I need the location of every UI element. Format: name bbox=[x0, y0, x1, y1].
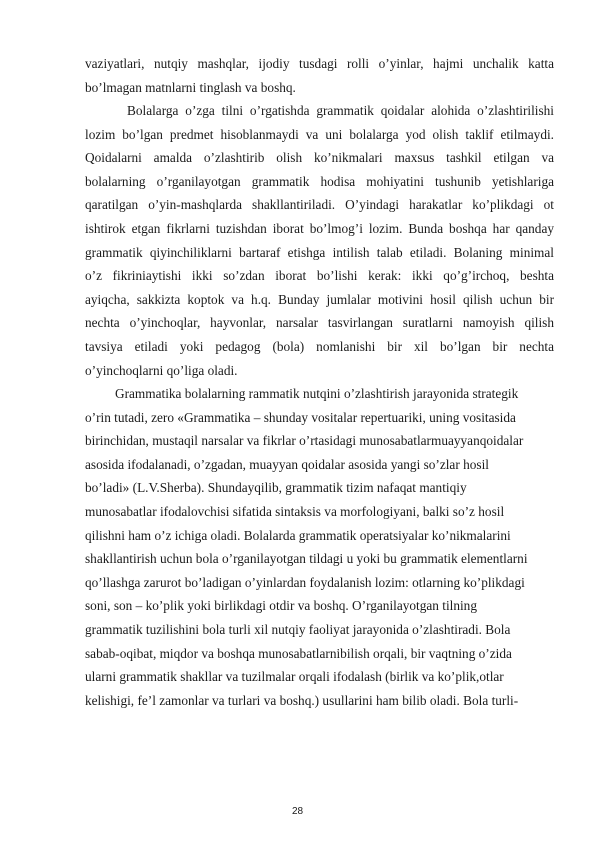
text-line: bo’ladi» (L.V.Sherba). Shundayqilib, grammatik tizim nafaqat mantiqiy bbox=[85, 480, 467, 496]
text-line: qilishni ham o’z ichiga oladi. Bolalarda grammatik operatsiyalar ko’nikmalarini bbox=[85, 527, 511, 543]
paragraph-3 bbox=[85, 382, 554, 712]
text-line: shakllantirish uchun bola o’rganilayotgan tildagi u yoki bu grammatik elementlarni bbox=[85, 551, 528, 567]
text-line: soni, son – ko’plik yoki birlikdagi otdir va boshq. O’rganilayotgan tilning bbox=[85, 598, 477, 614]
text-line: sabab-oqibat, miqdor va boshqa munosabatlarnibilish orqali, bir vaqtning o’zida bbox=[85, 645, 512, 661]
text-line: asosida ifodalanadi, o’zgadan, muayyan qoidalar asosida yangi so’zlar hosil bbox=[85, 456, 489, 472]
text-line: qo’llashga zarurot bo’ladigan o’yinlardan foydalanish lozim: otlarning ko’plikdagi bbox=[85, 574, 525, 590]
text-line: grammatik qiyinchiliklarni bartaraf etishga intilish talab etiladi. Bolaning minimal bbox=[85, 244, 554, 260]
text-line: Grammatika bolalarning rammatik nutqini o’zlashtirish jarayonida strategik bbox=[115, 386, 519, 401]
page-number: 28 bbox=[291, 806, 304, 817]
text-line: bo’lmagan matnlarni tinglash va boshq. bbox=[85, 79, 296, 95]
text-line: grammatik tuzilishini bola turli xil nutqiy faoliyat jarayonida o’zlashtiradi. Bola bbox=[85, 621, 511, 637]
text-line: ishtirok etgan fikrlarni tuzishdan iborat bo’lmog’i lozim. Bunda boshqa har qanday bbox=[85, 220, 554, 236]
text-line: o’rin tutadi, zero «Grammatika – shunday vositalar repertuariki, uning vositasida bbox=[85, 409, 516, 425]
text-line: tavsiya etiladi yoki pedagog (bola) nomlanishi bir xil bo’lgan bir nechta bbox=[85, 338, 554, 354]
text-line: kelishigi, fe’l zamonlar va turlari va boshq.) usullarini ham bilib oladi. Bola turli- bbox=[85, 692, 519, 708]
text-line: Qoidalarni amalda o’zlashtirib olish ko’nikmalari maxsus tashkil etilgan va bbox=[85, 150, 554, 166]
text-line: qaratilgan o’yin-mashqlarda shakllantiriladi. O’yindagi harakatlar ko’plikdagi ot bbox=[85, 197, 554, 213]
text-line: birinchidan, mustaqil narsalar va fikrlar o’rtasidagi munosabatlarmuayyanqoidalar bbox=[85, 433, 524, 449]
text-line: o’yinchoqlarni qo’liga oladi. bbox=[85, 362, 238, 378]
paragraph-1 bbox=[85, 52, 554, 99]
text-line: ularni grammatik shakllar va tuzilmalar orqali ifodalash (birlik va ko’plik,otlar bbox=[85, 669, 504, 685]
text-line: nechta o’yinchoqlar, hayvonlar, narsalar tasvirlangan suratlarni namoyish qilish bbox=[85, 315, 554, 331]
text-line: ayiqcha, sakkizta koptok va h.q. Bunday jumlalar motivini hosil qilish uchun bir bbox=[85, 291, 554, 307]
text-line: lozim bo’lgan predmet hisoblanmaydi va uni bolalarga yod olish taklif etilmaydi. bbox=[85, 126, 554, 142]
text-line: Bolalarga o’zga tilni o’rgatishda grammatik qoidalar alohida o’zlashtirilishi bbox=[127, 103, 554, 118]
text-line: o’z fikriniaytishi ikki so’zdan iborat bo’lishi kerak: ikki qo’g’irchoq, beshta bbox=[85, 268, 554, 284]
paragraph-2 bbox=[85, 99, 554, 382]
text-line: vaziyatlari, nutqiy mashqlar, ijodiy tusdagi rolli o’yinlar, hajmi unchalik katta bbox=[85, 56, 554, 71]
text-line: bolalarning o’rganilayotgan grammatik hodisa mohiyatini tushunib yetishlariga bbox=[85, 173, 554, 189]
text-line: munosabatlar ifodalovchisi sifatida sintaksis va morfologiyani, balki so’z hosil bbox=[85, 503, 505, 519]
